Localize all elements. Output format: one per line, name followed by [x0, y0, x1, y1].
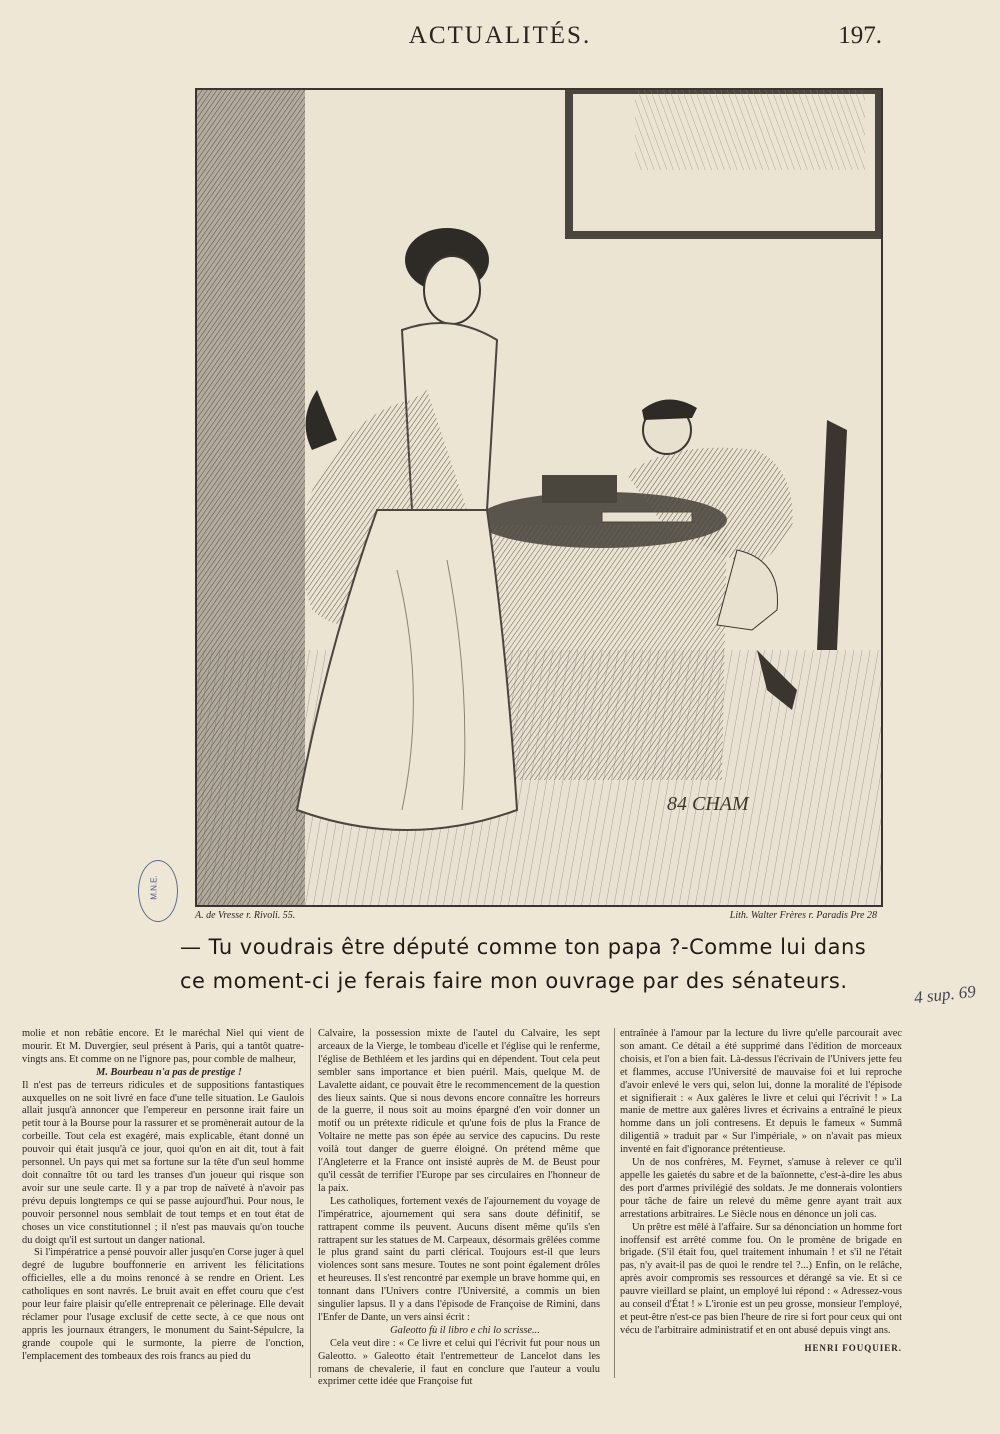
article-column: [620, 1028, 902, 1355]
woman-face: [424, 256, 480, 324]
stamp-text: M.N.E.: [149, 875, 159, 900]
artist-signature: 84 CHAM: [667, 793, 749, 815]
article-column: [318, 1028, 600, 1389]
lithograph-illustration: [195, 88, 883, 907]
article-columns: [22, 1028, 906, 1388]
table-cloth: [482, 525, 727, 780]
cartoon-caption: [180, 930, 900, 998]
page-header-title: ACTUALITÉS.: [408, 22, 592, 49]
paragraph: Un de nos confrères, M. Feyrnet, s'amuse à relever ce qu'il appelle les gaietés du sabre et de la baïonnette, c'est-à-dire les abus des port d'armes privilégié des soldats. Je me donnerais volontiers pour tâche de faire un relevé du même genre ayant trait aux arrestations arbitraires. Le Siècle nous en dénonce un joli cas.: [620, 1157, 902, 1220]
books: [542, 475, 617, 503]
paragraph: Calvaire, la possession mixte de l'autel du Calvaire, les sept arceaux de la Vierge, le tombeau d'icelle et l'église qui le renferme, l'église de Bethléem et les jardins qui en dépendent. Tout cela peut sembler sans importance et bien puéril. Mais, quelque M. de Lavalette aidant, ce pouvait être le recommencement de la question des lieux saints. Que si nous devons encore connaître les horreurs de la guerre, il nous soit au moins épargné d'en voir donner un motif ou un prétexte ridicule et qu'une fois de plus la France de Voltaire ne mette pas son épée au service des capucins. Du reste voilà tout danger de guerre éloigné. On prétend même que l'Angleterre et la France ont insisté auprès de M. de Beust pour qu'il cessât de terrifier l'Europe par ses circulaires en l'honneur de la paix.: [318, 1028, 600, 1194]
paragraph: molie et non rebâtie encore. Et le maréchal Niel qui vient de mourir. Et M. Duvergier, seul présent à Paris, qui a tantôt quatre-vingts ans. Et comme on ne l'ignore pas, pour comble de malheur,: [22, 1028, 304, 1065]
paragraph: Un prêtre est mêlé à l'affaire. Sur sa dénonciation un homme fort inoffensif est arrêté comme fou. On le promène de brigade en brigade. (S'il était fou, quel traitement inhumain ! et s'il ne l'était pas, n'y avait-il pas de quoi le rendre tel ?...) Enfin, on le relâche, après avoir compromis ses ressources et dérangé sa vie. Et si ce pauvre vieillard se plaint, un employé lui répond : « Adressez-vous au conseil d'État ! » L'ironie est un peu grosse, monsieur l'employé, et peut-être n'est-ce pas bien l'heure de rire si fort pour ceux qui ont vécu de l'arbitraire administratif et en ont abusé depuis vingt ans.: [620, 1221, 902, 1336]
paragraph: Il n'est pas de terreurs ridicules et de suppositions fantastiques auxquelles on ne soit livré en face d'une telle situation. Le Gaulois allait jusqu'à annoncer que l'empereur en personne irait faire un petit tour à la Bourse pour la rassurer et se promènerait autour de la corbeille. Tout cela est exagéré, mais explicable, étant donné un pouvoir qui était jusqu'à ce jour, quoi qu'on en ait dit, tout à fait personnel. Un pays qui met sa fortune sur la tête d'un seul homme doit connaître tôt ou tard les transes d'un joueur qui risque son avoir sur une seule carte. Il y a par trop de naïveté à n'avoir pas prévu depuis longtemps ce qui se passe aujourd'hui. Pour nous, le pouvoir personnel nous semblait de tout temps et en tout état de choses un vice constitutionnel ; il n'est pas mauvais qu'on touche du doigt qu'il est surtout un danger national.: [22, 1079, 304, 1246]
publisher-credit: A. de Vresse r. Rivoli. 55.: [195, 910, 296, 921]
handwritten-archive-note: 4 sup. 69: [913, 981, 977, 1008]
section-headline: M. Bourbeau n'a pas de prestige !: [96, 1066, 242, 1078]
italian-quote: Galeotto fù il libro e chi lo scrisse...: [390, 1324, 540, 1336]
author-signature: HENRI FOUQUIER.: [804, 1342, 902, 1353]
article-column: [22, 1028, 304, 1364]
illustration-drawing: [197, 90, 881, 905]
paragraph: Si l'impératrice a pensé pouvoir aller jusqu'en Corse juger à quel degré de lugubre bouffonnerie en arrivent les félicitations officielles, elle a du moins renoncé à se rendre en Orient. Les catholiques en sont navrés. Le bruit avait en effet couru que c'est pour leur faire plaisir qu'elle entreprenait ce pèlerinage. Elle devait réclamer pour l'usage exclusif de cette secte, à ce que nous ont appris les journaux étrangers, le monument du Saint-Sépulcre, la grande coupole qui le surmonte, la pierre de l'onction, l'emplacement des tombeaux des rois francs au pied du: [22, 1247, 304, 1362]
page-number: 197.: [838, 22, 882, 49]
paragraph: Cela veut dire : « Ce livre et celui qui l'écrivit fut pour nous un Galeotto. » Galeotto était l'entremetteur de Lancelot dans les romans de chevalerie, il faut en conclure que l'auteur a voulu exprimer cette idée que Françoise fut: [318, 1337, 600, 1388]
lithographer-credit: Lith. Walter Frères r. Paradis Pre 28: [729, 910, 877, 921]
caption-line: ce moment-ci je ferais faire mon ouvrage par des sénateurs.: [180, 969, 848, 993]
paragraph: Les catholiques, fortement vexés de l'ajournement du voyage de l'impératrice, ajournement qui sera sans doute définitif, se rattrapent comme ils peuvent. Aucuns disent même qu'ils s'en rattrapent sur les statues de M. Carpeaux, désormais grêlées comme le plus grand saint du parti clérical. Toujours est-il que leurs violences sont sans mesure. Toutes ne sont point également drôles et heureuses. Il s'est rencontré par exemple un brave homme qui, en tonnant dans l'Univers contre l'Université, a commis un bien singulier lapsus. Il y a dans l'épisode de Françoise de Rimini, dans l'Enfer de Dante, un vers ainsi écrit :: [318, 1195, 600, 1323]
library-stamp: [138, 860, 178, 922]
caption-line: — Tu voudrais être député comme ton papa ?-Comme lui dans: [180, 935, 867, 959]
paragraph: entraînée à l'amour par la lecture du livre qu'elle parcourait avec son amant. Ce détail a été supprimé dans l'édition de morceaux choisis, et l'on a bien fait. Là-dessus l'écrivain de l'Univers jette feu et flammes, accuse l'Université de mauvaise foi et lui reproche d'avoir enlevé le vers qui, selon lui, donne la moralité de l'épisode et signifierait : « Aux galères le livre et celui qui l'écrivit ! » La manie de mettre aux galères livres et écrivains a entraîné le pieux homme dans un joli contresens. Et depuis le fameux « Summâ diligentiâ » traduit par « Sur l'impériale, » on n'avait pas mieux inventé en fait d'ignorance prétentieuse.: [620, 1028, 902, 1156]
